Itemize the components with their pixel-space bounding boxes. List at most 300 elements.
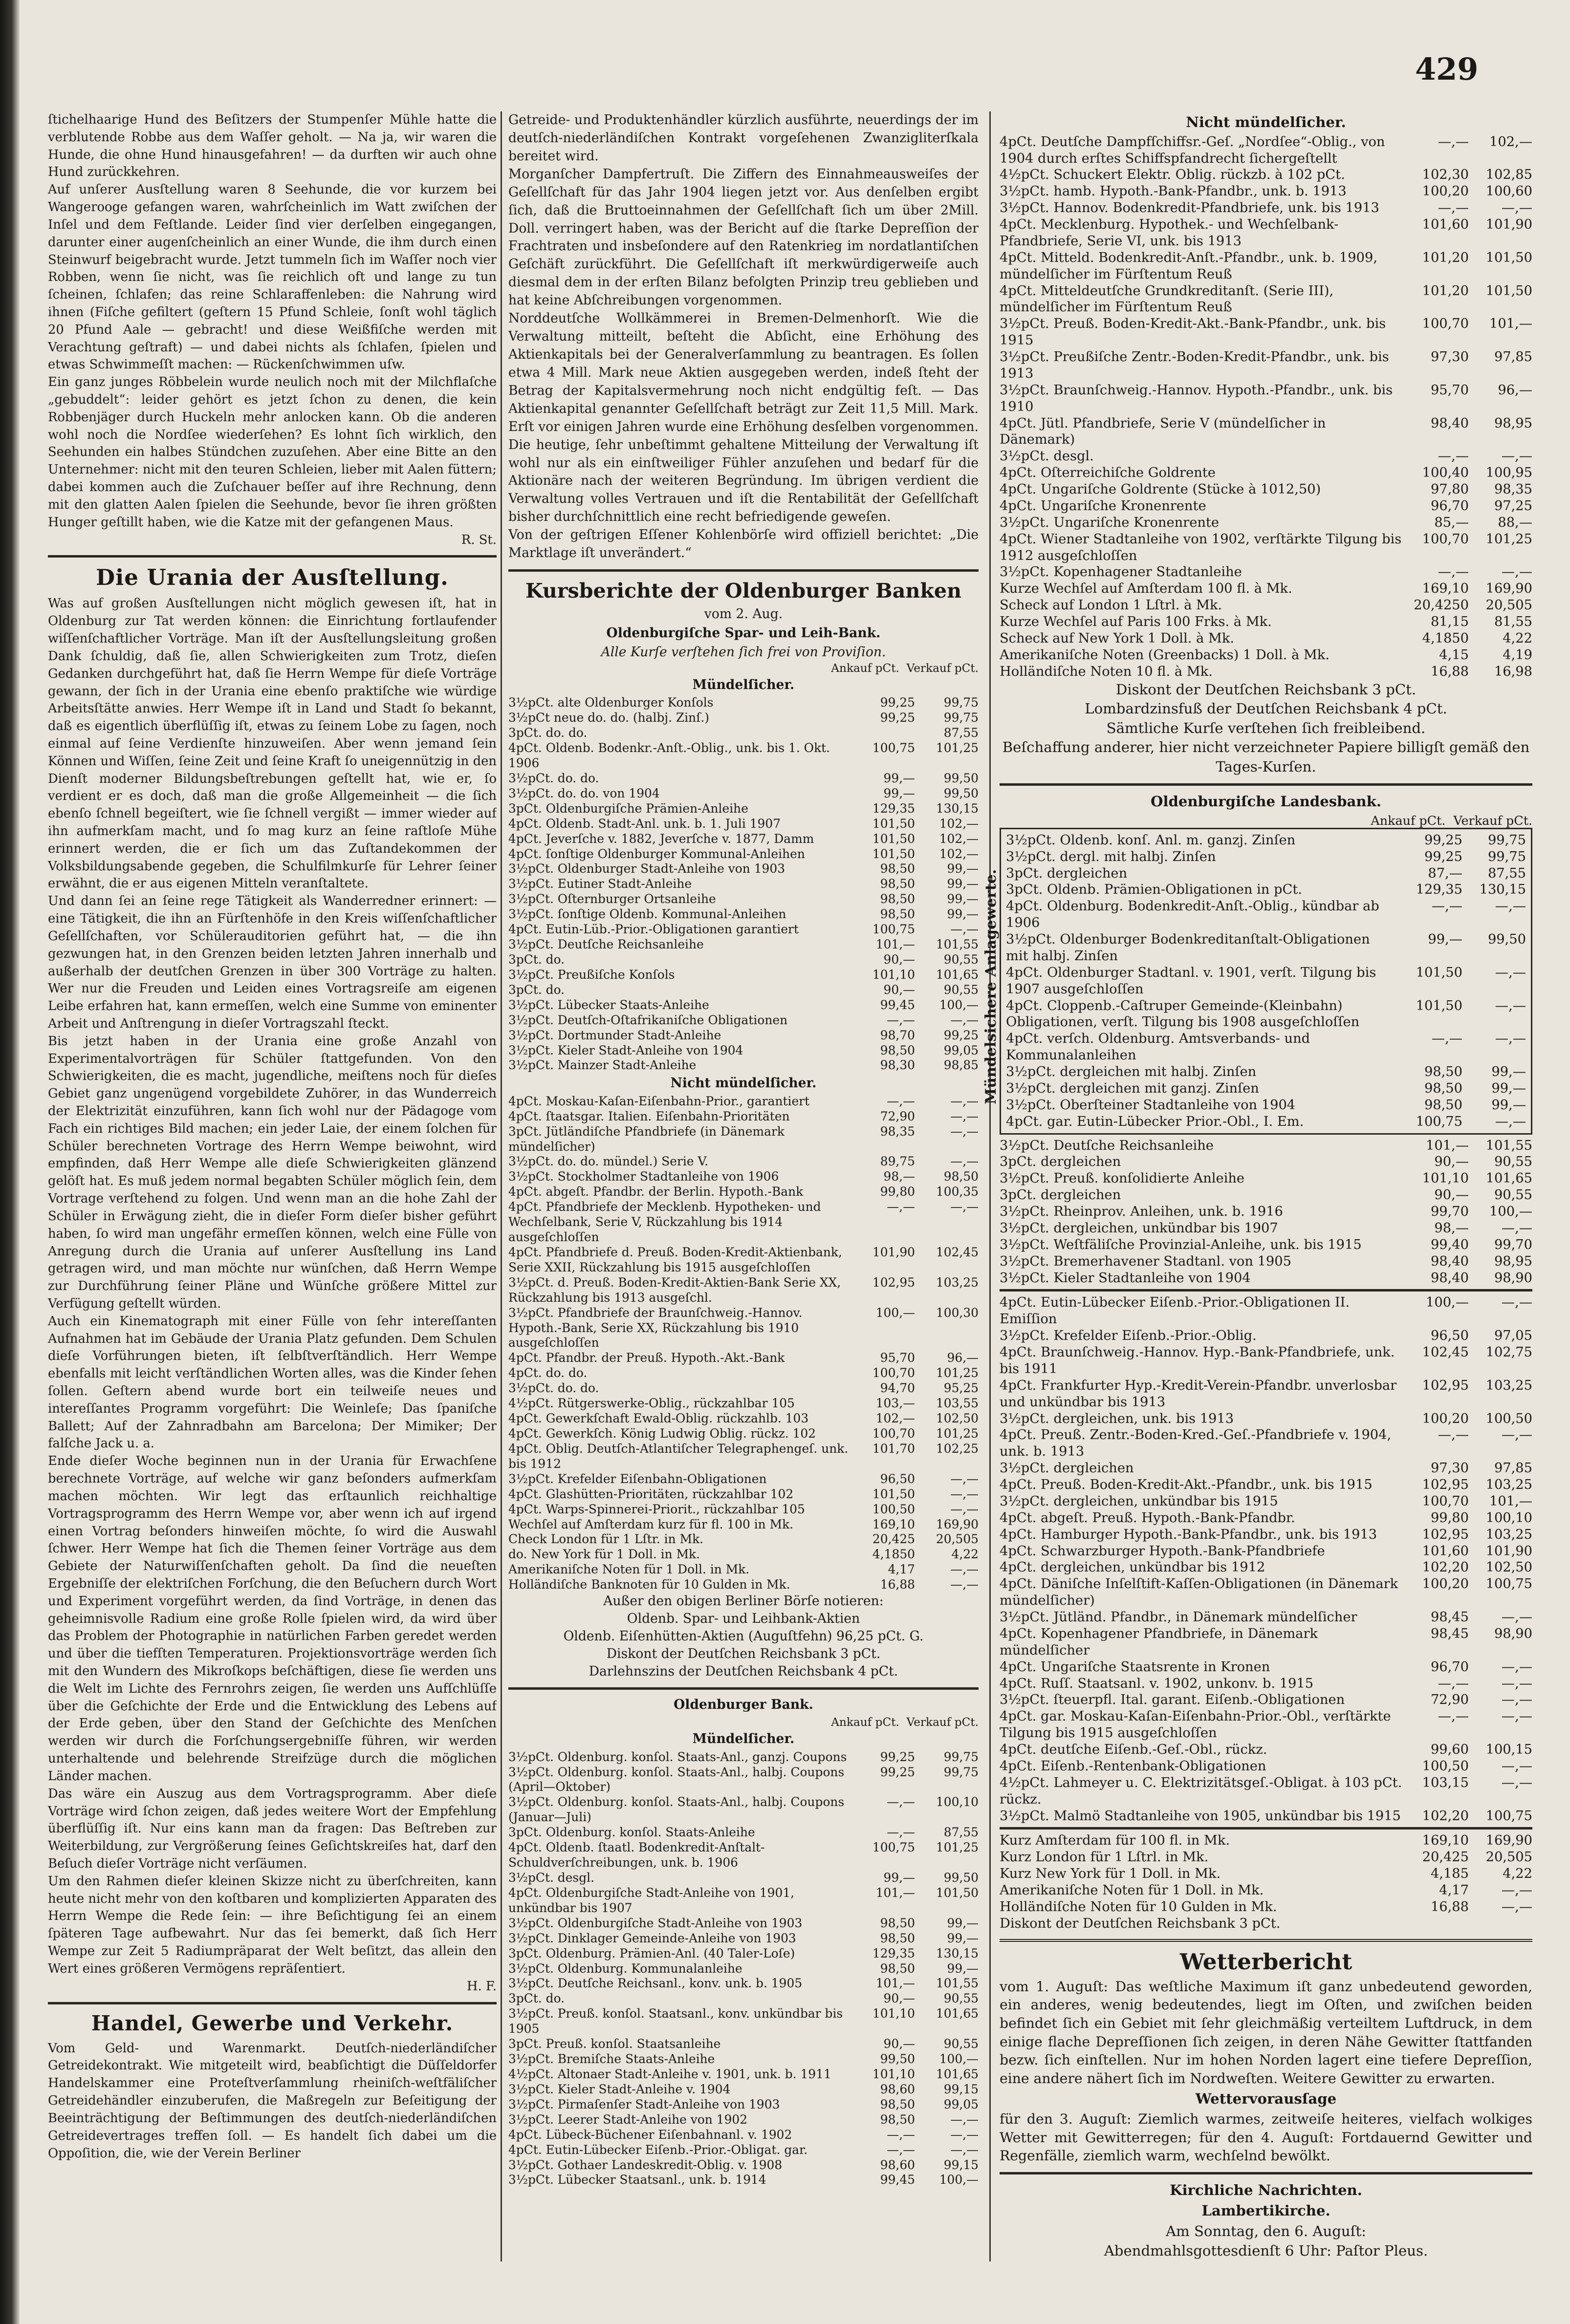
buy-price: —,— xyxy=(1438,564,1469,580)
sell-price: 99,— xyxy=(947,892,979,906)
table-row xyxy=(1000,1576,1532,1609)
buy-price: 4,15 xyxy=(1439,647,1469,663)
security-name: 3½pCt. Leerer Stadt-Anleihe von 1902 xyxy=(508,2112,748,2127)
paragraph: Sämtliche Kurſe verſtehen ſich freibleibend. xyxy=(1106,719,1426,736)
table-row xyxy=(508,771,979,786)
security-name: 4pCt. Gewerkſch. König Ludwig Oblig. rückz. 102 xyxy=(508,1426,816,1441)
sell-price: 4,22 xyxy=(1503,1866,1532,1882)
security-name: 3½pCt. ſteuerpfl. Ital. garant. Eiſenb.-Obligationen xyxy=(1000,1692,1345,1708)
table-row xyxy=(508,741,979,771)
sell-price: 99,75 xyxy=(1487,832,1526,848)
table-row xyxy=(508,1396,979,1411)
paragraph: Diskont der Deutſchen Reichsbank 3 pCt. xyxy=(1115,681,1417,698)
buy-price: 85,— xyxy=(1434,515,1469,530)
buy-price: 4,185 xyxy=(1430,1866,1469,1882)
sell-price: —,— xyxy=(950,1154,979,1169)
security-name: 4pCt. Kopenhagener Pfandbriefe, in Dänemark mündelſicher xyxy=(1000,1626,1318,1658)
security-name: 3½pCt. Oberſteiner Stadtanleihe von 1904 xyxy=(1006,1097,1296,1113)
table-row xyxy=(1000,1138,1532,1154)
divider xyxy=(508,1687,979,1690)
security-name: 3½pCt. Dortmunder Stadt-Anleihe xyxy=(508,1028,721,1042)
table-row xyxy=(508,2037,979,2052)
buy-price: 96,50 xyxy=(880,1471,915,1486)
security-name: 3½pCt. Preußiſche Zentr.-Boden-Kredit-Pfandbr., unk. bis 1913 xyxy=(1000,349,1389,381)
buy-price: 101,— xyxy=(875,937,915,952)
security-name: 4pCt. Oldenburger Stadtanl. v. 1901, verſt. Tilgung bis 1907 ausgeſchloſſen xyxy=(1006,965,1376,997)
spar-subheading: Alle Kurſe verſtehen ſich frei von Proviſion. xyxy=(601,645,886,660)
table-row xyxy=(508,1472,979,1487)
table-row xyxy=(1000,200,1532,216)
sell-price: 100,50 xyxy=(1485,1411,1532,1426)
security-name: do. New York für 1 Doll. in Mk. xyxy=(508,1547,700,1562)
sell-price: 99,50 xyxy=(943,786,979,800)
table-row xyxy=(1000,515,1532,531)
buy-price: 102,45 xyxy=(1422,1345,1469,1360)
security-name: 4pCt. Eiſenb.-Rentenbank-Obligationen xyxy=(1000,1758,1266,1774)
security-name: 4½pCt. Rütgerswerke-Oblig., rückzahlbar 105 xyxy=(508,1396,795,1411)
sell-price: —,— xyxy=(1501,1295,1532,1311)
security-name: 4pCt. Pfandbriefe der Mecklenb. Hypotheken- und Wechſelbank, Serie V, Rückzahlung bis 1914 ausgeſchloſſen xyxy=(508,1200,821,1245)
buy-price: 102,20 xyxy=(1422,1560,1469,1575)
security-name: 3½pCt. desgl. xyxy=(1000,449,1094,464)
table-row xyxy=(508,1200,979,1245)
security-name: 4pCt. Oldenb. Bodenkr.-Anſt.-Oblig., unk. bis 1. Okt. 1906 xyxy=(508,741,830,771)
buy-price: 97,80 xyxy=(1430,482,1469,497)
security-name: 4pCt. Eutin-Lübecker Eiſenb.-Prior.-Obligat. gar. xyxy=(508,2142,808,2157)
top-footer xyxy=(1000,680,1532,777)
table-row xyxy=(1000,1170,1532,1187)
security-name: 4pCt. ſonſtige Oldenburger Kommunal-Anleihen xyxy=(508,846,805,861)
table-row xyxy=(1000,647,1532,664)
table-row xyxy=(1006,1080,1526,1097)
sell-price: 103,55 xyxy=(936,1396,979,1411)
buy-price: 72,90 xyxy=(1430,1692,1469,1708)
sell-price: 99,— xyxy=(1491,1097,1526,1113)
wetter-subheading: Wettervorausſage xyxy=(1195,2090,1337,2107)
security-name: 4pCt. deutſche Eiſenb.-Geſ.-Obl., rückz. xyxy=(1000,1742,1267,1758)
buy-price: 99,25 xyxy=(880,1749,915,1764)
security-name: 4½pCt. Altonaer Stadt-Anleihe v. 1901, unk. b. 1911 xyxy=(508,2067,831,2081)
buy-price: 101,50 xyxy=(1416,998,1462,1013)
table-row xyxy=(1000,1220,1532,1237)
buy-price: 100,50 xyxy=(872,1502,915,1516)
sell-price: 103,25 xyxy=(1485,1377,1532,1393)
security-name: 3½pCt. Mainzer Stadt-Anleihe xyxy=(508,1058,697,1073)
security-name: 4pCt. Ungariſche Goldrente (Stücke à 1012,50) xyxy=(1000,482,1321,497)
top-nicht-label: Nicht mündelſicher. xyxy=(1186,114,1346,130)
table-row xyxy=(1006,832,1526,849)
sell-price: —,— xyxy=(1501,449,1532,464)
side-label-mundelsichere: Mündelsichere Anlagewerte. xyxy=(982,869,1000,1104)
buy-price: 100,— xyxy=(875,1305,915,1320)
table-row xyxy=(1000,1154,1532,1170)
paragraph: Am Sonntag, den 6. Auguſt: xyxy=(1165,2223,1366,2240)
table-row xyxy=(508,1750,979,1765)
sell-price: —,— xyxy=(1501,1883,1532,1898)
paragraph: Ein ganz junges Röbbelein wurde neulich noch mit der Milchflaſche „gebuddelt“: leider gehört es jetzt ſchon zu denen, die kein Robbenjäger durch Huckeln mehr anlocken kann. Ob die anderen wohl noch die Nordſee wiederſehen? Es lohnt ſich wirklich, den Seehunden ein halbes Stündchen zuzuſehen. Aber eine Bitte an den Unternehmer: nicht mit den teuren Schleien, lieber mit Aalen füttern; dabei kommen auch die Zuſchauer beſſer auf ihre Rechnung, denn mit den glatten Aalen ſpielen die Seehunde, bevor ſie ihren größten Hunger geſtillt haben, wie die Katze mit der gefangenen Maus. xyxy=(48,375,497,530)
security-name: 4pCt. abgeſt. Preuß. Hypoth.-Bank-Pfandbr. xyxy=(1000,1510,1295,1526)
seal-article-body xyxy=(48,111,497,532)
paragraph: Darlehnszins der Deutſchen Reichsbank 4 pCt. xyxy=(589,1664,898,1679)
buy-price: 90,— xyxy=(1434,1187,1469,1203)
security-name: 4pCt. Mecklenburg. Hypothek.- und Wechſelbank-Pfandbriefe, Serie VI, unk. bis 1913 xyxy=(1000,217,1339,249)
business-news-body xyxy=(508,111,979,562)
sell-price: 101,25 xyxy=(936,1426,979,1441)
security-name: 3pCt. do. xyxy=(508,1991,565,2006)
sell-price: 99,— xyxy=(1491,1064,1526,1080)
sell-price: 101,— xyxy=(1489,316,1532,332)
buy-price: 90,— xyxy=(883,982,915,997)
handel-heading: Handel, Gewerbe und Verkehr. xyxy=(91,2011,454,2035)
security-name: 3½pCt. do. do. xyxy=(508,1381,599,1396)
buy-price: 101,10 xyxy=(872,967,915,982)
security-name: 3pCt. dergleichen xyxy=(1000,1154,1121,1170)
sell-price: 90,55 xyxy=(943,2037,979,2051)
buy-price: 99,40 xyxy=(1430,1237,1469,1252)
table-row xyxy=(508,907,979,922)
table-row xyxy=(1000,1915,1532,1932)
security-name: 3½pCt. Kieler Stadtanleihe von 1904 xyxy=(1000,1270,1251,1286)
sell-price: 98,85 xyxy=(943,1058,979,1073)
sell-price: 103,25 xyxy=(1485,1477,1532,1493)
sell-price: 87,55 xyxy=(943,1825,979,1840)
table-row xyxy=(508,1411,979,1426)
table-row xyxy=(508,801,979,817)
security-name: 3½pCt. Oldenburg. konſol. Staats-Anl., halbj. Coupons (Januar—Juli) xyxy=(508,1795,845,1825)
table-row xyxy=(508,1351,979,1366)
buy-price: 90,— xyxy=(883,2037,915,2051)
buy-price: 98,50 xyxy=(880,1961,915,1976)
sell-price: —,— xyxy=(1501,200,1532,216)
divider xyxy=(48,555,497,558)
sell-price: —,— xyxy=(1501,1692,1532,1708)
buy-price: 102,95 xyxy=(872,1275,915,1290)
sell-price: —,— xyxy=(1501,564,1532,580)
buy-price: 101,— xyxy=(875,1976,915,1991)
sell-price: 101,25 xyxy=(936,741,979,755)
security-name: 3½pCt. Oldenb. konſ. Anl. m. ganzj. Zinſen xyxy=(1006,832,1296,848)
sell-price: —,— xyxy=(950,1200,979,1214)
sell-price: 98,95 xyxy=(1494,415,1532,431)
buy-price: 99,25 xyxy=(880,695,915,710)
sell-price: 90,55 xyxy=(943,1991,979,2006)
security-name: 4pCt. Wiener Stadtanleihe von 1902, verſtärkte Tilgung bis 1912 ausgeſchloſſen xyxy=(1000,531,1402,563)
sell-price: 20,505 xyxy=(1485,1850,1532,1865)
sell-price: 100,30 xyxy=(936,1305,979,1320)
table-row xyxy=(508,937,979,952)
table-row xyxy=(1000,1676,1532,1692)
security-name: 3½pCt. Lübecker Staats-Anleihe xyxy=(508,997,709,1012)
table-row xyxy=(1000,216,1532,250)
table-row xyxy=(1000,183,1532,200)
buy-price: 101,50 xyxy=(872,846,915,861)
sell-price: 99,— xyxy=(947,877,979,891)
sell-price: 100,— xyxy=(939,2173,979,2187)
buy-price: 99,— xyxy=(883,786,915,800)
buy-price: —,— xyxy=(1431,1031,1462,1047)
security-name: 4pCt. Braunſchweig.-Hannov. Hyp.-Bank-Pfandbriefe, unk. bis 1911 xyxy=(1000,1345,1395,1377)
table-row xyxy=(508,786,979,801)
handel-paragraph: Vom Geld- und Warenmarkt. Deutſch-niederländiſcher Getreidekontrakt. Wie mitgeteilt wird, beabſichtigt die Düſſeldorfer Handelskammer eine Proteſtverſammlung rheiniſch-weſtfäliſcher Getreidehändler einzuberufen, die Maßregeln zur Beſeitigung der Beeinträchtigung der Beſtimmungen des deutſch-niederländiſchen Getreidevertrages treffen ſoll. — Es handelt ſich dabei um die Oppoſition, die, wie der Verein Berliner xyxy=(48,2041,497,2161)
sell-price: 100,60 xyxy=(1485,184,1532,199)
sell-price: 100,— xyxy=(1489,1204,1532,1220)
table-row xyxy=(1000,1253,1532,1270)
buy-price: 99,— xyxy=(883,1871,915,1885)
buy-price: 16,88 xyxy=(1430,1899,1469,1915)
table-row xyxy=(508,1275,979,1306)
table-row xyxy=(1006,1114,1526,1130)
buy-price: 98,40 xyxy=(1430,1253,1469,1269)
sell-price: 101,50 xyxy=(936,1885,979,1900)
table-row xyxy=(508,2097,979,2112)
table-row xyxy=(508,1013,979,1028)
security-name: 3½pCt. Deutſche Reichsanl., konv. unk. b. 1905 xyxy=(508,1976,803,1991)
buy-price: 100,50 xyxy=(1422,1758,1469,1774)
urania-article-signature: H. F. xyxy=(466,1979,497,1994)
table-row xyxy=(1000,167,1532,183)
paragraph: Auf unſerer Ausſtellung waren 8 Seehunde, die vor kurzem bei Wangerooge gefangen waren, wahrſcheinlich im Watt zwiſchen der Inſel und dem Feſtlande. Leider ſind vier derſelben eingegangen, darunter einer augenſcheinlich an einer Wunde, die ihm durch einen Steinwurf beigebracht wurde. Jetzt tummeln ſich im Waſſer noch vier Robben, wenn ſie nicht, was ſie reichlich oft und lange zu tun ſcheinen, ſchlafen; das reine Schlaraffenleben: die Nahrung wird ihnen (Fiſche gefiltert (geſtern 15 Pfund Schleie, ſonſt wohl täglich 20 Pfund Aale — gebracht! und diese Weißfiſche werden mit Verachtung geſtraft) — und dabei nichts als ſchlafen, ſpielen und etwas Schwimmeſſt machen: — Rückenſchwimmen uſw. xyxy=(48,182,497,372)
paragraph: Abendmahlsgottesdienſt 6 Uhr: Paſtor Pleus. xyxy=(1104,2242,1428,2259)
divider xyxy=(1000,1827,1532,1829)
spar-heading: Oldenburgiſche Spar- und Leih-Bank. xyxy=(606,625,881,641)
security-name: 3½pCt. dergleichen mit ganzj. Zinſen xyxy=(1006,1080,1259,1096)
sell-price: —,— xyxy=(1501,1775,1532,1790)
security-name: 4pCt. Oblig. Deutſch-Atlantiſcher Telegraphengeſ. unk. bis 1912 xyxy=(508,1441,849,1471)
buy-price: 169,10 xyxy=(1422,1833,1469,1849)
security-name: 3½pCt. alte Oldenburger Konſols xyxy=(508,695,714,710)
sell-price: —,— xyxy=(1501,1427,1532,1443)
buy-price: 101,50 xyxy=(872,1486,915,1501)
spar-mundel-table xyxy=(508,695,979,1073)
table-row xyxy=(1006,1031,1526,1064)
sell-price: 97,25 xyxy=(1494,498,1532,514)
table-row xyxy=(508,2006,979,2037)
paragraph: Bis jetzt haben in der Urania eine große Anzahl von Experimentalvorträgen für Schüler ſtattgefunden. Von den Schwierigkeiten, die es macht, jugendliche, meiſtens noch für dieſes Gebiet ganz ungenügend vorgebildete Zuhörer, in das Wunderreich der Elektrizität einzuführen, kann ſich wohl nur der Pädagoge vom Fach ein richtiges Bild machen; ein jeder Laie, der einem ſolchen für Schüler berechneten Vortrage des Herrn Wempe beiwohnt, wird empfinden, daß Herr Wempe alle dieſe Schwierigkeiten glänzend gelöſt hat. Es muß jedem normal begabten Schüler möglich ſein, dem Vortrage verſtehend zu folgen. Und wenn man an die hohe Zahl der Schüler in Erwägung zieht, die in dieſer Form dieſer bisher geführt haben, ſo wird man ungefähr ermeſſen können, welch eine Fülle von Anregung durch die Urania auf unſerer Ausſtellung ins Land getragen wird, und man möchte nur wünſchen, daß Herrn Wempe zur Durchführung ſeiner Pläne und Wünſche größere Mittel zur Verfügung geſtellt würden. xyxy=(48,1033,497,1311)
buy-price: 102,30 xyxy=(1422,167,1469,183)
security-name: 4pCt. ſtaatsgar. Italien. Eiſenbahn-Prioritäten xyxy=(508,1109,790,1123)
buy-price: 98,50 xyxy=(880,2097,915,2111)
security-name: 4½pCt. Lahmeyer u. C. Elektrizitätsgeſ.-Obligat. à 103 pCt. rückz. xyxy=(1000,1775,1402,1807)
security-name: 3pCt. dergleichen xyxy=(1000,1187,1121,1203)
table-row xyxy=(1000,1328,1532,1344)
sell-price: —,— xyxy=(950,2127,979,2142)
buy-price: 100,70 xyxy=(1422,1493,1469,1509)
table-row xyxy=(1000,382,1532,415)
table-row xyxy=(1000,465,1532,481)
buy-price: —,— xyxy=(1438,449,1469,464)
security-name: 4pCt. Oldenb. Stadt-Anl. unk. b. 1. Juli 1907 xyxy=(508,816,781,831)
sell-price: 90,55 xyxy=(1494,1187,1532,1203)
table-row xyxy=(508,1517,979,1532)
sell-price: 90,55 xyxy=(943,952,979,967)
paragraph: Oldenb. Spar- und Leihbank-Aktien xyxy=(627,1611,860,1627)
security-name: 4pCt. dergleichen, unkündbar bis 1912 xyxy=(1000,1560,1265,1575)
buy-price: 99,25 xyxy=(880,1765,915,1779)
landesbank-heading: Oldenburgiſche Landesbank. xyxy=(1151,793,1381,810)
buy-price: 101,— xyxy=(875,1885,915,1900)
sell-price: 99,75 xyxy=(943,710,979,725)
sell-price: 97,85 xyxy=(1494,1461,1532,1476)
buy-price: 102,95 xyxy=(1422,1527,1469,1542)
bank-table xyxy=(508,1750,979,2188)
buy-price: 99,25 xyxy=(1424,832,1462,848)
sell-price: 101,90 xyxy=(1485,1543,1532,1559)
buy-price: 98,50 xyxy=(1424,1080,1462,1096)
sell-price: 90,55 xyxy=(943,982,979,997)
buy-price: 99,60 xyxy=(1430,1742,1469,1758)
security-name: 3pCt. dergleichen xyxy=(1006,865,1128,881)
sell-price: 99,— xyxy=(947,1961,979,1976)
sell-price: 98,35 xyxy=(1494,482,1532,497)
buy-price: 20,4250 xyxy=(1414,598,1469,613)
table-row xyxy=(508,1547,979,1562)
security-name: 3½pCt. Dinklager Gemeinde-Anleihe von 1903 xyxy=(508,1931,796,1945)
table-row xyxy=(508,832,979,847)
table-row xyxy=(508,1366,979,1381)
buy-price: —,— xyxy=(887,1012,915,1027)
buy-price: 16,88 xyxy=(1430,664,1469,679)
security-name: 3½pCt. Kopenhagener Stadtanleihe xyxy=(1000,564,1242,580)
security-name: 3½pCt. Hannov. Bodenkredit-Pfandbriefe, unk. bis 1913 xyxy=(1000,200,1379,216)
sell-price: 99,75 xyxy=(943,695,979,710)
column-middle xyxy=(508,111,979,2281)
table-row xyxy=(1000,283,1532,316)
spar-mundel-label: Mündelſicher. xyxy=(692,677,795,692)
table-row xyxy=(1000,1270,1532,1287)
wetter-paragraph: vom 1. Auguſt: Das weſtliche Maximum iſt ganz unbedeutend geworden, ein anderes, wenig bedeutendes, liegt im Oſten, und zwiſchen beiden befindet ſich ein Gebiet mit ſehr gleichmäßig verteiltem Luftdruck, in dem einige flache Depreſſionen ſich zeigen, in deren Nähe Gewitter ſtattfanden bezw. ſich einſtellen. Nur im hohen Norden lagert eine tiefere Depreſſion, eine andere nähert ſich im Nordweſten. Weitere Gewitter zu erwarten. xyxy=(1000,1978,1532,2087)
buy-price: 96,70 xyxy=(1430,1659,1469,1675)
security-name: Kurz New York für 1 Doll. in Mk. xyxy=(1000,1866,1221,1882)
sell-price: 98,90 xyxy=(1494,1626,1532,1641)
security-name: 4½pCt. Schuckert Elektr. Oblig. rückzb. à 102 pCt. xyxy=(1000,167,1345,183)
sell-price: 99,75 xyxy=(943,1749,979,1764)
table-row xyxy=(1006,931,1526,965)
sell-price: 169,90 xyxy=(1485,581,1532,597)
security-name: Holländiſche Banknoten für 10 Gulden in Mk. xyxy=(508,1577,790,1592)
buy-price: 98,50 xyxy=(1424,1064,1462,1080)
buy-price: 98,50 xyxy=(880,1915,915,1930)
spar-nicht-label: Nicht mündelſicher. xyxy=(670,1076,817,1091)
security-name: 3½pCt. Bremerhavener Stadtanl. von 1905 xyxy=(1000,1253,1291,1269)
buy-price: 96,50 xyxy=(1430,1328,1469,1344)
buy-price: 100,75 xyxy=(1416,1114,1462,1129)
buy-price: 101,60 xyxy=(1422,217,1469,233)
buy-price: 20,425 xyxy=(1422,1850,1469,1865)
security-name: 3pCt. Oldenburg. Prämien-Anl. (40 Taler-Loſe) xyxy=(508,1946,795,1960)
buy-price: 98,— xyxy=(883,1169,915,1184)
buy-price: 100,70 xyxy=(1422,316,1469,332)
table-row xyxy=(508,998,979,1013)
table-row xyxy=(508,1871,979,1886)
divider xyxy=(48,2002,497,2004)
sell-price: —,— xyxy=(1495,965,1526,980)
security-name: Diskont der Deutſchen Reichsbank 3 pCt. xyxy=(1000,1915,1281,1931)
buy-price: —,— xyxy=(887,1094,915,1108)
kirche-subheading: Lambertikirche. xyxy=(1201,2202,1330,2219)
buy-price: 94,70 xyxy=(880,1381,915,1396)
top-securities-table xyxy=(1000,134,1532,680)
security-name: 4pCt. Hamburger Hypoth.-Bank-Pfandbr., unk. bis 1913 xyxy=(1000,1527,1377,1542)
security-name: 3½pCt. Pfandbriefe der Braunſchweig.-Hannov. Hypoth.-Bank, Serie XX, Rückzahlung bis 1910 ausgeſchloſſen xyxy=(508,1305,803,1350)
sell-price: 99,15 xyxy=(943,2157,979,2172)
spar-nicht-table xyxy=(508,1094,979,1592)
buy-price: —,— xyxy=(887,2127,915,2142)
security-name: 4pCt. Pfandbr. der Preuß. Hypoth.-Akt.-Bank xyxy=(508,1351,785,1365)
buy-price: 81,15 xyxy=(1430,614,1469,630)
wetter-heading: Wetterbericht xyxy=(1179,1948,1352,1975)
security-name: 4pCt. Warps-Spinnerei-Priorit., rückzahlbar 105 xyxy=(508,1502,805,1516)
security-name: 3½pCt. Braunſchweig.-Hannov. Hypoth.-Pfandbr., unk. bis 1910 xyxy=(1000,382,1393,414)
security-name: Holländiſche Noten für 10 Gulden in Mk. xyxy=(1000,1899,1277,1915)
sell-price: 4,19 xyxy=(1503,647,1532,663)
sell-price: 99,25 xyxy=(943,1028,979,1042)
buy-price: —,— xyxy=(1438,1676,1469,1691)
buy-price: 98,50 xyxy=(880,877,915,891)
table-row xyxy=(508,952,979,968)
buy-price: 72,90 xyxy=(880,1109,915,1123)
divider xyxy=(1000,1939,1532,1942)
paragraph: Von der geſtrigen Eſſener Kohlenbörſe wird offiziell berichtet: „Die Marktlage iſt unverändert.“ xyxy=(508,527,979,561)
sell-price: —,— xyxy=(1501,1709,1532,1724)
table-row xyxy=(508,817,979,832)
security-name: 4pCt. Mitteldeutſche Grundkreditanſt. (Serie III), mündelſicher im Fürſtentum Reuß xyxy=(1000,283,1334,315)
table-row xyxy=(508,861,979,877)
sell-price: —,— xyxy=(1501,1659,1532,1675)
sell-price: 130,15 xyxy=(936,801,979,816)
security-name: 3½pCt. dergleichen, unk. bis 1913 xyxy=(1000,1411,1234,1426)
security-name: 3pCt. Oldenburg. konſol. Staats-Anleihe xyxy=(508,1825,755,1840)
table-row xyxy=(508,1991,979,2006)
sell-price: 100,95 xyxy=(1485,465,1532,481)
buy-price: 98,70 xyxy=(880,1028,915,1042)
table-row xyxy=(1000,1758,1532,1775)
table-row xyxy=(1000,597,1532,614)
sell-price: 102,— xyxy=(939,816,979,831)
table-row xyxy=(508,1426,979,1442)
table-row xyxy=(508,1124,979,1155)
buy-price: 100,20 xyxy=(1422,1576,1469,1592)
sell-price: 169,90 xyxy=(1485,1833,1532,1849)
table-row xyxy=(508,847,979,862)
bank-mundel-label: Mündelſicher. xyxy=(692,1731,795,1747)
table-row xyxy=(1000,1626,1532,1659)
security-name: 4pCt. Ungariſche Staatsrente in Kronen xyxy=(1000,1659,1270,1675)
table-row xyxy=(1000,1204,1532,1220)
buy-price: 98,30 xyxy=(880,1058,915,1073)
table-row xyxy=(1006,965,1526,998)
buy-price: —,— xyxy=(1438,1427,1469,1443)
buy-price: 98,50 xyxy=(880,892,915,906)
security-name: 3½pCt neue do. do. (halbj. Zinſ.) xyxy=(508,710,710,725)
buy-price: —,— xyxy=(887,1200,915,1214)
table-row xyxy=(508,877,979,892)
kirche-lines xyxy=(1000,2222,1532,2260)
security-name: 4pCt. Schwarzburger Hypoth.-Bank-Pfandbriefe xyxy=(1000,1543,1325,1559)
table-row xyxy=(508,1916,979,1931)
buy-price: 98,40 xyxy=(1430,415,1469,431)
sell-price: 101,65 xyxy=(936,967,979,982)
buy-price: 90,— xyxy=(883,1991,915,2006)
buy-price: 98,50 xyxy=(880,1931,915,1945)
security-name: 3½pCt. dergleichen xyxy=(1000,1461,1134,1476)
table-row xyxy=(508,1487,979,1502)
sell-price: 99,05 xyxy=(943,2097,979,2111)
buy-price: 4,17 xyxy=(1439,1883,1469,1898)
table-row xyxy=(1000,581,1532,597)
sell-price: —,— xyxy=(1501,1899,1532,1915)
table-row xyxy=(1000,1237,1532,1253)
table-row xyxy=(1000,1527,1532,1543)
